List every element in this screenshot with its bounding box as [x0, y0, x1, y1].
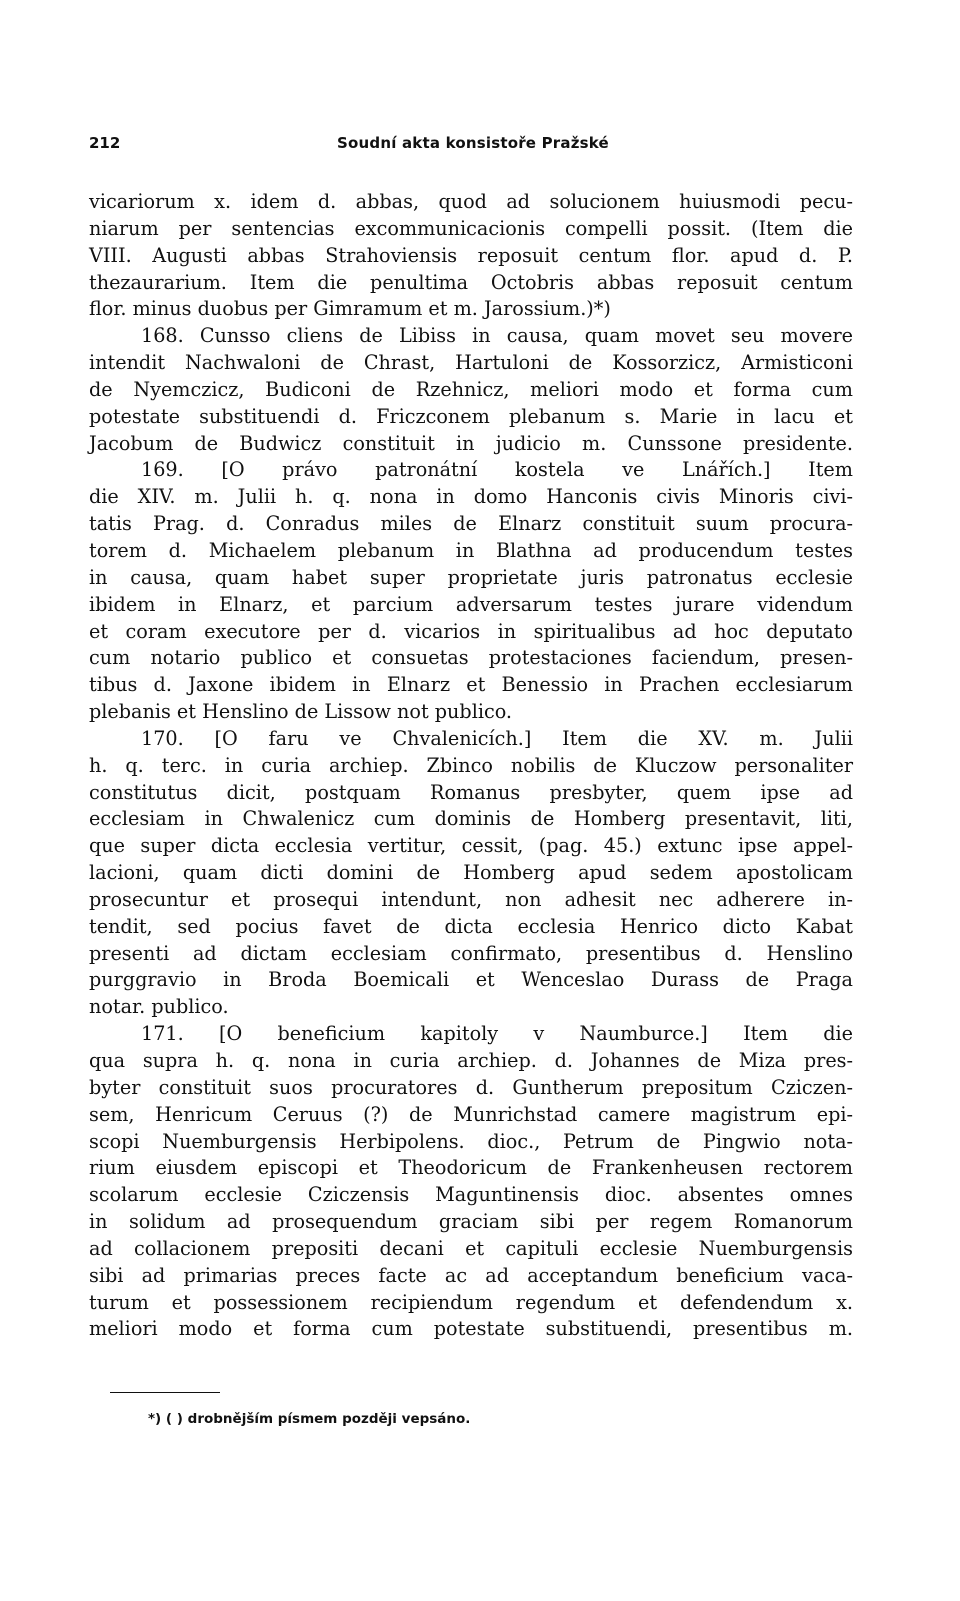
text-line: qua supra h. q. nona in curia archiep. d. Johannes de Miza pres-: [89, 1049, 853, 1072]
text-line: meliori modo et forma cum potestate substituendi, presentibus m.: [89, 1317, 853, 1341]
text-line: tatis Prag. d. Conradus miles de Elnarz constituit suum procura-: [89, 512, 853, 536]
text-line: in solidum ad prosequendum graciam sibi per regem Romanorum: [89, 1210, 853, 1234]
body-text: [89, 189, 853, 1343]
footnote: *) ( ) drobnějším písmem později vepsáno.: [148, 1411, 471, 1427]
text-line: h. q. terc. in curia archiep. Zbinco nobilis de Kluczow personaliter: [89, 753, 853, 777]
text-line: tibus d. Jaxone ibidem in Elnarz et Benessio in Prachen ecclesiarum: [89, 673, 853, 697]
text-line: vicariorum x. idem d. abbas, quod ad solucionem huiusmodi pecu-: [89, 190, 853, 213]
text-line: presenti ad dictam ecclesiam confirmato, presentibus d. Henslino: [89, 941, 853, 965]
running-head: [89, 134, 853, 160]
text-line: constitutus dicit, postquam Romanus presbyter, quem ipse ad: [89, 780, 853, 804]
text-line: que super dicta ecclesia vertitur, cessit, (pag. 45.) extunc ipse appel-: [89, 834, 853, 858]
text-line: ad collacionem prepositi decani et capituli ecclesie Nuemburgensis: [89, 1236, 853, 1260]
text-line: niarum per sentencias excommunicacionis compelli possit. (Item die: [89, 216, 853, 240]
text-line: scolarum ecclesie Cziczensis Maguntinensis dioc. absentes omnes: [89, 1183, 853, 1207]
entry-170-start: 170. [O faru ve Chvalenicích.] Item die XV. m. Julii: [141, 726, 853, 750]
text-line: cum notario publico et consuetas protestaciones faciendum, presen-: [89, 646, 853, 670]
running-title: Soudní akta konsistoře Pražské: [337, 134, 609, 152]
text-line: thezaurarium. Item die penultima Octobris abbas reposuit centum: [89, 270, 853, 294]
text-line: flor. minus duobus per Gimramum et m. Jarossium.)*): [89, 297, 611, 321]
text-line: et coram executore per d. vicarios in spiritualibus ad hoc deputato: [89, 619, 853, 643]
text-line: die XIV. m. Julii h. q. nona in domo Hanconis civis Minoris civi-: [89, 485, 853, 509]
text-line: in causa, quam habet super proprietate juris patronatus ecclesie: [89, 565, 853, 589]
text-line: prosecuntur et prosequi intendunt, non adhesit nec adherere in-: [89, 887, 853, 911]
text-line: plebanis et Henslino de Lissow not publico.: [89, 700, 513, 724]
entry-171-start: 171. [O beneficium kapitoly v Naumburce.] Item die: [141, 1022, 853, 1046]
page-number: 212: [89, 134, 121, 152]
text-line: torem d. Michaelem plebanum in Blathna ad producendum testes: [89, 538, 853, 562]
footnote-divider: [110, 1392, 220, 1393]
text-line: de Nyemczicz, Budiconi de Rzehnicz, meliori modo et forma cum: [89, 377, 853, 401]
text-line: Jacobum de Budwicz constituit in judicio m. Cunssone presidente.: [89, 431, 853, 455]
text-line: scopi Nuemburgensis Herbipolens. dioc., Petrum de Pingwio nota-: [89, 1129, 853, 1153]
text-line: rium eiusdem episcopi et Theodoricum de Frankenheusen rectorem: [89, 1156, 853, 1180]
text-line: sem, Henricum Ceruus (?) de Munrichstad camere magistrum epi-: [89, 1102, 853, 1126]
text-line: intendit Nachwaloni de Chrast, Hartuloni de Kossorzicz, Armisticoni: [89, 351, 853, 375]
text-line: notar. publico.: [89, 995, 229, 1019]
text-line: VIII. Augusti abbas Strahoviensis reposuit centum flor. apud d. P.: [89, 243, 853, 267]
entry-168-start: 168. Cunsso cliens de Libiss in causa, quam movet seu movere: [141, 324, 853, 348]
text-line: purggravio in Broda Boemicali et Wenceslao Durass de Praga: [89, 968, 853, 992]
text-line: ibidem in Elnarz, et parcium adversarum testes jurare videndum: [89, 592, 853, 616]
text-line: ecclesiam in Chwalenicz cum dominis de Homberg presentavit, liti,: [89, 807, 853, 831]
entry-169-start: 169. [O právo patronátní kostela ve Lnářích.] Item: [141, 458, 853, 482]
text-line: byter constituit suos procuratores d. Guntherum prepositum Cziczen-: [89, 1075, 853, 1099]
text-line: lacioni, quam dicti domini de Homberg apud sedem apostolicam: [89, 861, 853, 885]
text-line: sibi ad primarias preces facte ac ad acceptandum beneficium vaca-: [89, 1263, 853, 1287]
text-line: turum et possessionem recipiendum regendum et defendendum x.: [89, 1290, 853, 1314]
text-line: tendit, sed pocius favet de dicta ecclesia Henrico dicto Kabat: [89, 914, 853, 938]
text-line: potestate substituendi d. Friczconem plebanum s. Marie in lacu et: [89, 404, 853, 428]
